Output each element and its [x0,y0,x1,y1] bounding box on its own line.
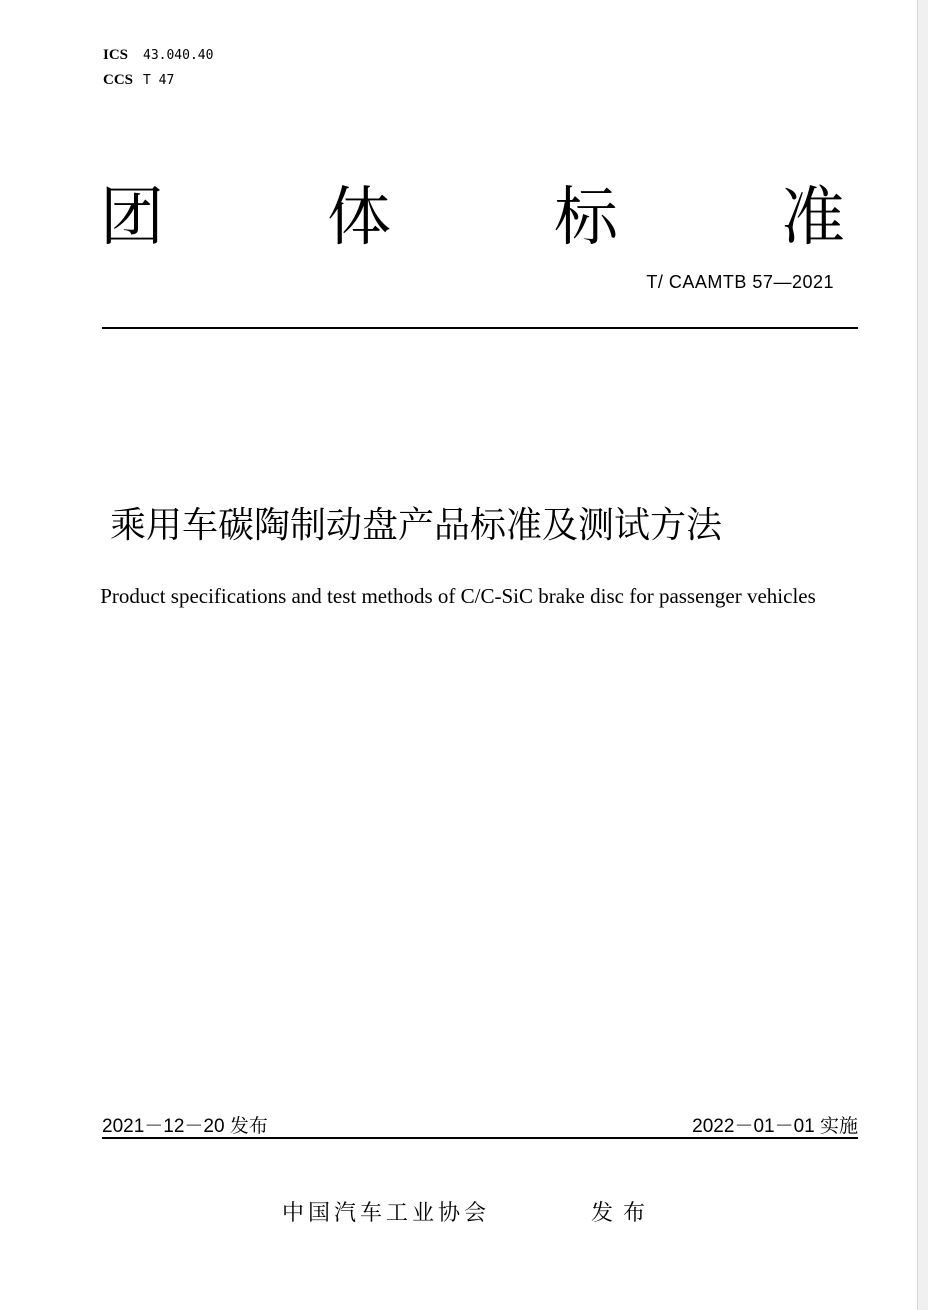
ccs-row [103,68,213,93]
title-chinese: 乘用车碳陶制动盘产品标准及测试方法 [110,505,723,546]
issue-date: 2021－12－20 发布 [102,1116,268,1137]
classification-codes [103,43,213,93]
doc-type-char: 标 [554,181,618,255]
title-english: Product specifications and test methods of C/C-SiC brake disc for passenger vehicles [100,584,816,608]
top-divider [102,327,858,329]
standard-number: T/ CAAMTB 57—2021 [646,272,834,292]
doc-type-char: 团 [100,181,164,255]
ccs-label: CCS [103,72,134,88]
ics-label: ICS [103,47,129,63]
publisher-name: 中国汽车工业协会 [282,1201,491,1226]
ccs-value: T 47 [143,73,175,88]
publish-label: 发布 [591,1201,656,1226]
page-edge [917,0,928,1310]
doc-type-char: 体 [327,181,391,255]
ics-value: 43.040.40 [143,48,214,63]
date-row [102,1111,858,1138]
bottom-divider [102,1137,858,1139]
ics-row [103,43,213,68]
document-type-heading [100,178,845,258]
effective-date: 2022－01－01 实施 [692,1116,858,1137]
doc-type-char: 准 [781,181,845,255]
